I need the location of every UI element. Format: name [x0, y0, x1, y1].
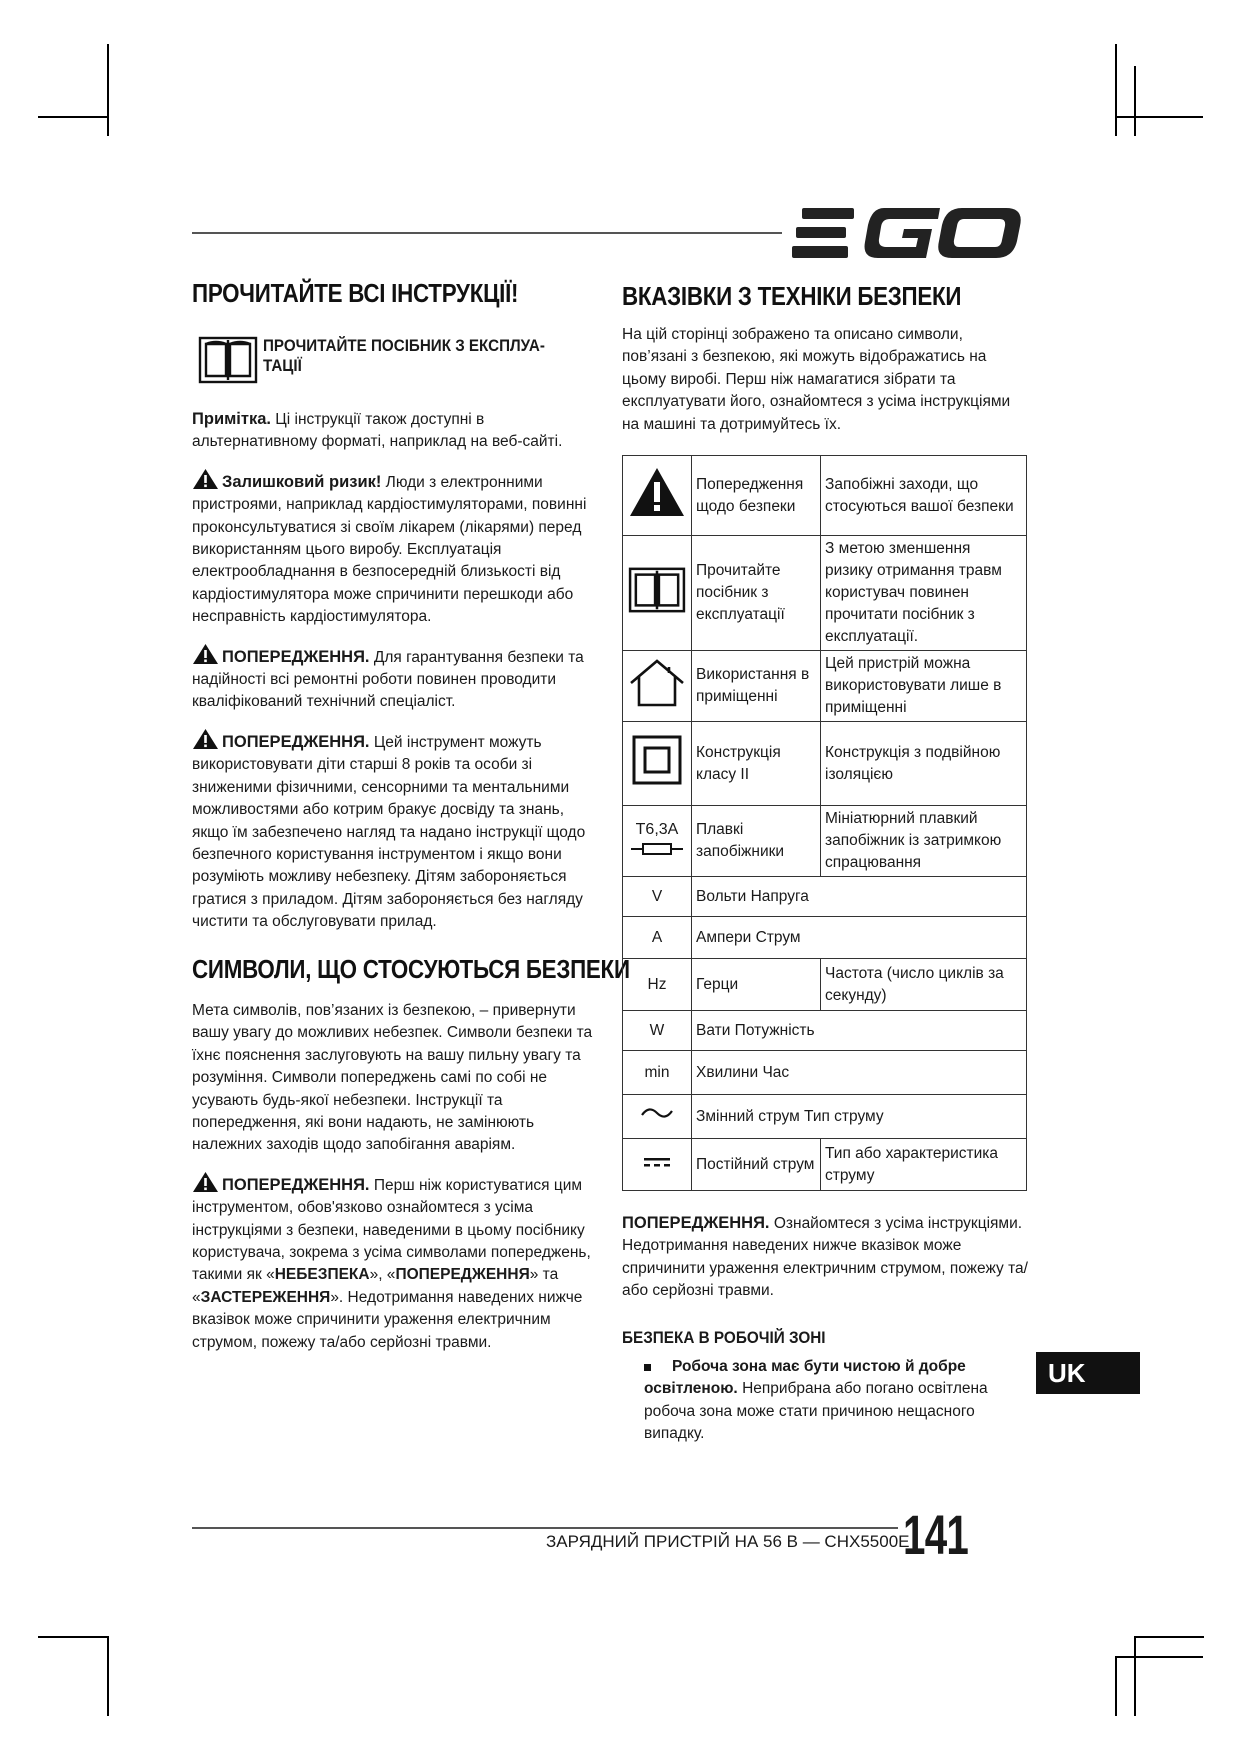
double-square-icon: [631, 734, 683, 786]
crop-mark: [107, 1636, 109, 1716]
table-row: [623, 456, 1027, 536]
table-row: [623, 959, 1027, 1011]
warning-2-text: Цей інструмент можуть використовувати діти старші 8 років та особи зі зниженими фізичними, сенсорними та ментальними можливостями або котрим бракує досвіду та знань, якщо їм забезпечено нагляд та надано інструкції щодо безпечного користування інструментом і якщо вони розуміють можливу небезпеку. Дітям забороняється гратися з приладом. Дітям забороняється без нагляду чистити та обслуговувати прилад.: [192, 733, 586, 931]
footer-rule: [192, 1527, 898, 1529]
warning-3-text-a: Перш ніж користуватися цим інструментом, обов'язково ознайомтеся з усіма інструкціями з безпеки, наведеними в цьому посібнику користувача, зокрема з усіма символами попереджень, такими як «: [192, 1176, 591, 1284]
house-icon: [627, 657, 687, 709]
warning-3-text-b: ». Недотримання наведених нижче вказівок може спричинити ураження електричним струмом, пожежу та/або серйозні травми.: [192, 1288, 583, 1351]
symbol-cell: [623, 456, 692, 536]
symbols-table: [622, 455, 1027, 1191]
right-warning-lead: ПОПЕРЕДЖЕННЯ.: [622, 1214, 770, 1232]
workzone-heading: БЕЗПЕКА В РОБОЧІЙ ЗОНІ: [622, 1328, 826, 1347]
warning-3-warning: ПОПЕРЕДЖЕННЯ: [395, 1266, 530, 1284]
crop-mark: [38, 1636, 108, 1638]
symbol-name: Прочитайте посібник з експлуатації: [692, 536, 821, 651]
symbol-cell: [623, 722, 692, 806]
right-warning: [622, 1212, 1032, 1317]
symbol-name: Конструкція класу II: [692, 722, 821, 806]
warning-triangle-icon: [192, 728, 219, 750]
crop-mark: [1115, 1656, 1117, 1716]
symbol-name: Вати Потужність: [692, 1011, 1027, 1051]
ac-wave-icon: [640, 1105, 674, 1121]
symbol-name: Попередження щодо безпеки: [692, 456, 821, 536]
warning-triangle-icon: [628, 466, 686, 518]
symbol-desc: Запобіжні заходи, що стосуються вашої безпеки: [821, 456, 1027, 536]
symbol-name: Герци: [692, 959, 821, 1011]
warning-2-paragraph: [192, 728, 594, 934]
right-intro: На цій сторінці зображено та описано символи, пов’язані з безпекою, які можуть відображатись на цьому виробі. Перш ніж намагатися зібрати та експлуатувати його, ознайомтеся з усіма інструкціями на машині та дотримуйтесь їх.: [622, 326, 1011, 433]
heading-read-all-instructions: ПРОЧИТАЙТЕ ВСІ ІНСТРУКЦІЇ!: [192, 278, 519, 308]
warning-1-paragraph: [192, 643, 594, 714]
read-manual-label: ПРОЧИТАЙТЕ ПОСІБНИК З ЕКСПЛУА-ТАЦІЇ: [263, 337, 545, 375]
table-row: [623, 651, 1027, 722]
left-body-2: [192, 1000, 594, 1368]
symbol-cell: A: [623, 917, 692, 959]
warning-3-sep-1: », «: [369, 1266, 396, 1284]
note-lead: Примітка.: [192, 410, 271, 428]
warning-3-lead: ПОПЕРЕДЖЕННЯ.: [222, 1175, 370, 1194]
symbol-cell: [623, 1139, 692, 1191]
warning-3-paragraph: [192, 1171, 594, 1354]
symbol-name: Змінний струм Тип струму: [692, 1095, 1027, 1139]
left-body: [192, 408, 594, 948]
risk-paragraph: [192, 468, 594, 629]
crop-mark: [1134, 1636, 1204, 1638]
list-item: [622, 1356, 1022, 1446]
risk-lead: Залишковий ризик!: [222, 472, 382, 491]
table-row: [623, 722, 1027, 806]
table-row: [623, 536, 1027, 651]
page-number: 141: [903, 1503, 969, 1566]
table-row: [623, 806, 1027, 877]
table-row: [623, 1095, 1027, 1139]
symbol-cell: V: [623, 877, 692, 917]
crop-mark: [38, 116, 108, 118]
symbol-name: Вольти Напруга: [692, 877, 1027, 917]
table-row: [623, 917, 1027, 959]
crop-mark: [1134, 66, 1136, 136]
symbol-desc: Частота (число циклів за секунду): [821, 959, 1027, 1011]
warning-3-sep-2: » та «: [192, 1266, 559, 1306]
book-icon: [198, 334, 258, 386]
warning-3-danger: НЕБЕЗПЕКА: [274, 1266, 370, 1284]
bullet-text: Неприбрана або погано освітлена робоча зона може стати причиною нещасного випадку.: [644, 1380, 988, 1443]
symbol-desc: Тип або характеристика струму: [821, 1139, 1027, 1191]
symbol-cell: min: [623, 1051, 692, 1095]
table-row: [623, 1011, 1027, 1051]
dc-icon: [642, 1155, 672, 1169]
symbol-desc: Цей пристрій можна використовувати лише в приміщенні: [821, 651, 1027, 722]
warning-triangle-icon: [192, 468, 219, 490]
symbol-cell: Hz: [623, 959, 692, 1011]
right-warning-text: Ознайомтеся з усіма інструкціями. Недотримання наведених нижче вказівок може спричинити ураження електричним струмом, пожежу та/або серйозні травми.: [622, 1215, 1028, 1300]
warning-2-lead: ПОПЕРЕДЖЕННЯ.: [222, 732, 370, 751]
header-rule: [192, 232, 782, 234]
warning-triangle-icon: [192, 643, 219, 665]
language-tab: UK: [1036, 1352, 1140, 1394]
table-row: [623, 877, 1027, 917]
crop-mark: [1115, 44, 1117, 136]
symbol-cell: W: [623, 1011, 692, 1051]
table-row: [623, 1139, 1027, 1191]
symbol-desc: Мініатюрний плавкий запобіжник із затримкою спрацювання: [821, 806, 1027, 877]
warning-1-text: Для гарантування безпеки та надійності всі ремонтні роботи повинен проводити кваліфікований технічний спеціаліст.: [192, 648, 584, 711]
warning-1-lead: ПОПЕРЕДЖЕННЯ.: [222, 647, 370, 666]
crop-mark: [1115, 116, 1203, 118]
workzone-list: [622, 1356, 1022, 1446]
symbol-name: Ампери Струм: [692, 917, 1027, 959]
symbol-name: Плавкі запобіжники: [692, 806, 821, 877]
symbol-name: Постійний струм: [692, 1139, 821, 1191]
note-text: Ці інструкції також доступні в альтернативному форматі, наприклад на веб-сайті.: [192, 411, 563, 451]
note-paragraph: [192, 408, 594, 454]
symbol-desc: Конструкція з подвійною ізоляцією: [821, 722, 1027, 806]
crop-mark: [107, 44, 109, 136]
symbol-name: Використання в приміщенні: [692, 651, 821, 722]
book-icon: [628, 565, 686, 615]
symbol-cell: [623, 651, 692, 722]
table-row: [623, 1051, 1027, 1095]
bullet-lead: Робоча зона має бути чистою й добре освітленою.: [644, 1358, 966, 1398]
risk-text: Люди з електронними пристроями, наприклад кардіостимуляторами, повинні проконсультуватися зі своїм лікарем (лікарями) перед використанням цього виробу. Експлуатація електрообладнання в безпосередній близькості від кардіостимулятора може спричинити перешкоди або несправність кардіостимулятора.: [192, 473, 587, 626]
footer-title: ЗАРЯДНИЙ ПРИСТРІЙ НА 56 В — CHX5500E: [546, 1532, 910, 1551]
warning-3-caution: ЗАСТЕРЕЖЕННЯ: [200, 1288, 331, 1306]
ego-logo: [792, 205, 1022, 261]
crop-mark: [1115, 1656, 1203, 1658]
crop-mark: [1134, 1636, 1136, 1716]
symbol-cell: [623, 1095, 692, 1139]
symbol-name: Хвилини Час: [692, 1051, 1027, 1095]
heading-safety-symbols: СИМВОЛИ, ЩО СТОСУЮТЬСЯ БЕЗПЕКИ: [192, 954, 630, 984]
fuse-icon: [629, 842, 685, 856]
fuse-rating: T6,3A: [635, 821, 679, 838]
right-warning-paragraph: [622, 1212, 1032, 1303]
symbols-paragraph: Мета символів, пов’язаних із безпекою, – привернути вашу увагу до можливих небезпек. Символи безпеки та їхнє пояснення заслуговують на вашу пильну увагу та розуміння. Символи попереджень самі по собі не усувають будь-якої небезпеки. Інструкції та попередження, які вони надають, не замінюють належних заходів щодо запобігання аваріям.: [192, 1002, 593, 1154]
heading-safety-guidelines: ВКАЗІВКИ З ТЕХНІКИ БЕЗПЕКИ: [622, 281, 962, 311]
symbol-cell: [623, 536, 692, 651]
symbol-desc: З метою зменшення ризику отримання травм користувач повинен прочитати посібник з експлуатації.: [821, 536, 1027, 651]
warning-triangle-icon: [192, 1171, 219, 1193]
symbol-cell: [623, 806, 692, 877]
